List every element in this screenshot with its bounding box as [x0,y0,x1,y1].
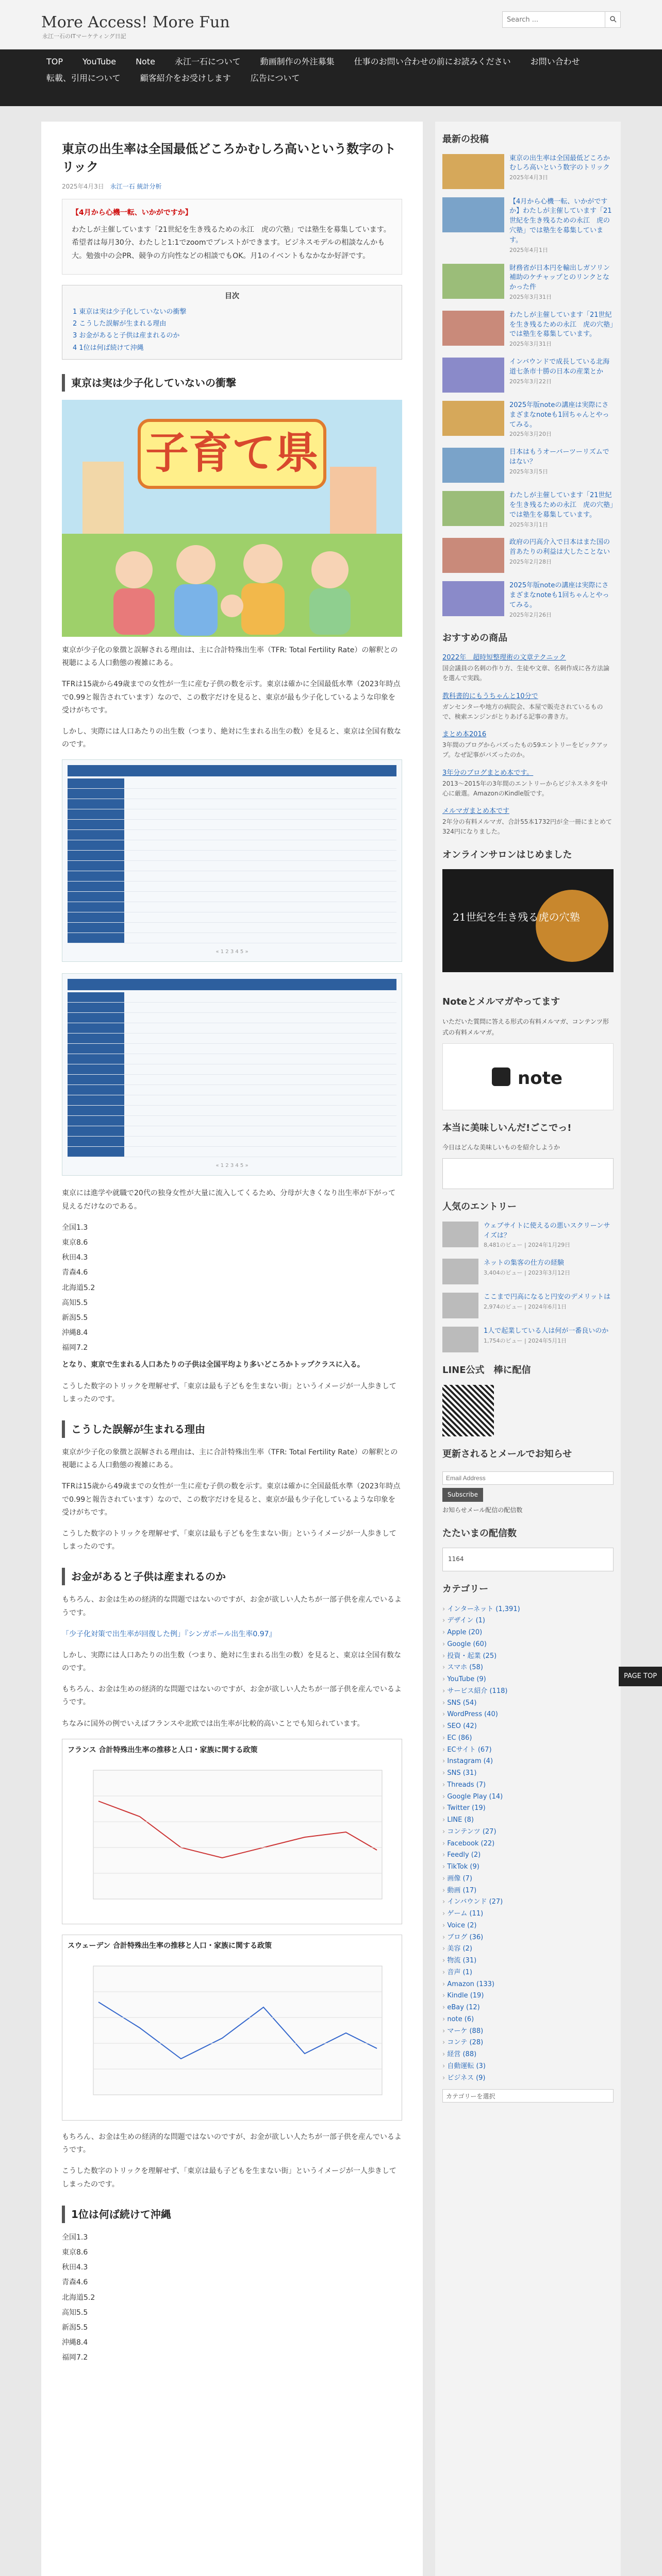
category-item[interactable]: › スマホ (58) [442,1662,614,1674]
post-category[interactable]: 統計分析 [137,182,162,190]
stat-item: 青森4.6 [62,2278,88,2287]
category-item[interactable]: › 物流 (31) [442,1955,614,1967]
table-row [68,809,396,820]
category-item[interactable]: › Instagram (4) [442,1756,614,1768]
paragraph-12: ちなみに国外の例でいえばフランスや北欧では出生率が比較的高いことでも知られています。 [62,1719,365,1728]
recommend-item [442,806,614,837]
popular-post-title[interactable]: ウェブサイトに使えるの悪いスクリーンサイズは？ [484,1222,610,1240]
paragraph-4: 東京には進学や就職で20代の独身女性が大量に流入してくるため、分母が大きくなり出生率が下がって見えるだけなのである。 [62,1189,396,1211]
sidebar-heading-popular: 人気のエントリー [442,1201,517,1213]
recent-post-thumbnail[interactable] [442,491,504,526]
recommend-item [442,691,614,722]
sweden-fertility-chart [68,1956,392,2110]
stat-item: 北海道5.2 [62,1283,95,1292]
category-item[interactable]: › WordPress (40) [442,1709,614,1721]
post-meta [62,181,402,192]
nav-item[interactable]: 仕事のお問い合わせの前にお読みください [354,57,511,66]
stat-item: 秋田4.3 [62,2263,88,2272]
paragraph-13: もちろん、お金は生めの経済的な問題ではないのですが、お金が欲しい人たちが一部子供を産んでいるようです。 [62,2133,402,2155]
category-item[interactable]: › Feedly (2) [442,1850,614,1861]
kosodate-illustration [62,400,402,637]
toc-item[interactable]: 4 1位は何ば続けて沖縄 [73,344,144,352]
post-date: 2025年4月3日 [62,182,104,190]
recent-post[interactable] [442,491,614,530]
recent-post-title[interactable]: わたしが主催しています「21世紀を生き残るための永江 虎の穴塾」では塾生を募集しています。 [509,311,614,338]
recent-post-title[interactable]: わたしが主催しています「21世紀を生き残るための永江 虎の穴塾」では塾生を募集しています。 [509,492,614,519]
stat-list-2 [62,2231,402,2365]
sidebar-heading-mail: 更新されるとメールでお知らせ [442,1448,572,1460]
nav-item[interactable]: 顧客紹介をお受けします [140,73,231,83]
recent-post[interactable] [442,581,614,620]
category-item[interactable]: › eBay (12) [442,2002,614,2014]
category-item[interactable]: › 動画 (17) [442,1885,614,1897]
search-input[interactable] [502,11,605,28]
sidebar-heading-line: LINE公式 棒に配信 [442,1365,531,1376]
popular-post-title[interactable]: ここまで円高になると円安のデメリットは [484,1293,610,1301]
sidebar-heading-salon: オンラインサロンはじめました [442,849,572,860]
recent-post-date: 2025年2月28日 [509,558,552,566]
table-row [68,861,396,871]
category-select[interactable]: カテゴリーを選択 [442,2089,614,2103]
recent-post-thumbnail[interactable] [442,448,504,483]
category-item[interactable]: › コンテ (28) [442,2037,614,2049]
recommend-title[interactable]: 2022年 超時短整理術の文章テクニック [442,654,566,662]
sidebar-heading-recent: 最新の投稿 [442,134,489,145]
search-icon [609,15,617,23]
table-of-contents [62,285,402,360]
recommend-text: 国会議員の名刺の作り方、生徒や文章、名刺作成に各方法論を選んで実践。 [442,665,610,682]
popular-post[interactable] [442,1222,614,1250]
figure-title-france: フランス 合計特殊出生率の推移と人口・家族に関する政策 [68,1745,258,1754]
paragraph-7: TFRは15歳から49歳までの女性が一生に産む子供の数を示す。東京は確かに全国最低水準（2023年時点で0.99と報告されています）なので、この数字だけを見ると、東京が最も少子化しているような印象を受けがちです。 [62,1482,401,1517]
category-item[interactable]: › 美容 (2) [442,1943,614,1955]
table-row [68,1013,396,1023]
recommend-text: 2013〜2015年の3年間のエントリーからビジネスネタを中心に厳選。AmazonのKindle版です。 [442,779,608,797]
table-row [68,778,396,789]
france-fertility-chart [68,1760,392,1914]
category-item[interactable]: › 音声 (1) [442,1967,614,1979]
table-row [68,1106,396,1116]
recent-post[interactable] [442,197,614,256]
table-row [68,1064,396,1075]
recommend-item [442,729,614,760]
recent-post-date: 2025年4月3日 [509,174,548,181]
category-item[interactable]: › ECサイト (67) [442,1744,614,1756]
stat-item: 福岡7.2 [62,2353,88,2362]
stat-item: 青森4.6 [62,1268,88,1277]
recent-post-date: 2025年3月5日 [509,468,548,475]
intro-text: わたしが主催しています「21世紀を生き残るための永江 虎の穴塾」では塾生を募集しています。希望者は毎月30分、わたしと1:1でzoomでブレストができます。ビジネスモデルの相談なんかも大。勉強中の会PR、競争の方向性などの相談でもOK。月1のイベントもなかなか好評です。 [72,226,391,260]
category-item[interactable]: › ゲーム (11) [442,1908,614,1920]
category-item[interactable]: › コンテンツ (27) [442,1826,614,1838]
nav-item[interactable]: 転載、引用について [46,73,121,83]
recent-post-thumbnail[interactable] [442,197,504,232]
nav-item[interactable]: Note [136,57,155,66]
category-item[interactable]: › ビジネス (9) [442,2073,614,2084]
stat-item: 沖縄8.4 [62,2338,88,2347]
section-heading-2: こうした誤解が生まれる理由 [62,1420,402,1438]
intro-box [62,199,402,275]
nav-item[interactable]: お問い合わせ [530,57,580,66]
recommend-item [442,652,614,683]
table-row [68,1075,396,1085]
paragraph-11: もちろん、お金は生めの経済的な問題ではないのですが、お金が欲しい人たちが一部子供を産んでいるようです。 [62,1685,402,1707]
category-item[interactable]: › Kindle (19) [442,1990,614,2002]
note-text: いただいた質問に答える形式の有料メルマガ、コンテンツ形式の有料メルマガ。 [442,1018,609,1036]
category-item[interactable]: › Twitter (19) [442,1803,614,1815]
category-item[interactable]: › Apple (20) [442,1627,614,1639]
popular-post-views: 1,754のビュー | 2024年5月1日 [484,1337,567,1344]
recent-post-thumbnail[interactable] [442,358,504,393]
table-row [68,799,396,809]
recent-post[interactable] [442,311,614,349]
table-row [68,1126,396,1137]
statistics-table-1 [62,759,402,962]
recent-post-title[interactable]: 2025年版noteの講座は実際にさまざまなnoteも1回ちゃんとやってみる。 [509,582,609,609]
recent-post-thumbnail[interactable] [442,401,504,436]
subscribers-note: お知らせメール配信の配信数 [442,1506,523,1514]
table-row [68,892,396,902]
popular-post-thumbnail[interactable] [442,1222,478,1247]
section-heading-3: お金があると子供は産まれるのか [62,1568,402,1585]
category-item[interactable]: › TikTok (9) [442,1861,614,1873]
sidebar-heading-recommend: おすすめの商品 [442,632,508,643]
stat-item: 全国1.3 [62,1223,88,1232]
table-row [68,1003,396,1013]
category-item[interactable]: › note (6) [442,2014,614,2026]
recent-post-thumbnail[interactable] [442,581,504,616]
category-item[interactable]: › サービス紹介 (118) [442,1686,614,1698]
stat-item: 秋田4.3 [62,1253,88,1262]
recent-post-date: 2025年3月31日 [509,341,552,348]
sidebar-heading-category: カテゴリー [442,1584,489,1595]
stat-item: 新潟5.5 [62,1313,88,1322]
site-title[interactable]: More Access! More Fun [41,13,230,31]
popular-post-views: 8,481のビュー | 2024年1月29日 [484,1242,571,1249]
recent-post[interactable] [442,264,614,302]
recent-post[interactable] [442,538,614,573]
category-item[interactable]: › Threads (7) [442,1780,614,1791]
recent-post[interactable] [442,154,614,189]
popular-post[interactable] [442,1293,614,1318]
stat-item: 東京8.6 [62,1238,88,1247]
table-row [68,820,396,830]
category-item[interactable]: › インバウンド (27) [442,1896,614,1908]
popular-post-thumbnail[interactable] [442,1259,478,1284]
stat-item: 福岡7.2 [62,1344,88,1352]
post-title: 東京の出生率は全国最低どころかむしろ高いという数字のトリック [62,142,396,174]
search-button[interactable] [605,11,621,28]
sidebar [435,122,621,2576]
stat-item: 東京8.6 [62,2248,88,2257]
category-item[interactable]: › LINE (8) [442,1815,614,1826]
category-item[interactable]: › デザイン (1) [442,1615,614,1627]
sidebar-heading-tasty: 本当に美味しいんだ!ごこでっ! [442,1122,572,1133]
nav-item[interactable]: TOP [46,57,63,66]
category-item[interactable]: › SNS (54) [442,1698,614,1709]
table-row [68,1023,396,1033]
stat-item: 沖縄8.4 [62,1329,88,1337]
recent-post-title[interactable]: 日本はもうオーバーツーリズムではない？ [509,448,609,466]
paragraph-5: こうした数字のトリックを理解せず、「東京は最も子どもを生まない街」というイメージが一人歩きしてしまったのです。 [62,1382,396,1403]
stat-item: 北海道5.2 [62,2293,95,2302]
table-row [68,912,396,923]
line-qr-code[interactable] [442,1385,494,1436]
table-row [68,1147,396,1157]
recommend-title[interactable]: まとめ本2016 [442,731,487,739]
site-header [0,0,662,49]
nav-item[interactable]: YouTube [82,57,117,66]
category-item[interactable]: › 投資・起業 (25) [442,1651,614,1663]
table-pager-2[interactable]: « 1 2 3 4 5 » [216,1163,249,1169]
site-description: 永江一石のITマーケティング日記 [42,33,126,40]
paragraph-9: もちろん、お金は生めの経済的な問題ではないのですが、お金が欲しい人たちが一部子供を産んでいるようです。 [62,1596,402,1617]
sidebar-heading-note: Noteとメルマガやってます [442,996,560,1007]
table-row [68,992,396,1003]
table-row [68,840,396,851]
intro-heading: 【4月から心機一転、いかがですか】 [72,208,192,217]
toc-item[interactable]: 3 お金があると子供は産まれるのか [73,332,180,340]
france-fertility-figure [62,1739,402,1925]
toc-title: 目次 [225,292,239,300]
paragraph-2: TFRは15歳から49歳までの女性が一生に産む子供の数を示す。東京は確かに全国最低水準（2023年時点で0.99と報告されています）なので、この数字だけを見ると、東京が最も少子化しているような印象を受けがちです。 [62,680,401,715]
popular-post-title[interactable]: ネットの集客の仕方の経験 [484,1259,565,1267]
recent-post-title[interactable]: インバウンドで成長している北海道七条市十勝の日本の産業とか [509,358,610,376]
section-heading-4: 1位は何ば続けて沖縄 [62,2206,402,2223]
subscribe-button[interactable]: Subscribe [442,1488,483,1501]
toc-item[interactable]: 1 東京は実は少子化していないの衝撃 [73,308,187,316]
paragraph-6: 東京が少子化の象徴と誤解される理由は、主に合計特殊出生率（TFR: Total Fertility Rate）の解釈との視聴による人口動態の複雑にある。 [62,1448,398,1470]
paragraph-8: こうした数字のトリックを理解せず、「東京は最も子どもを生まない街」というイメージが一人歩きしてしまったのです。 [62,1529,396,1551]
stat-item: 高知5.5 [62,1298,88,1307]
table-row [68,933,396,943]
recent-post-thumbnail[interactable] [442,538,504,573]
salon-banner-text: 21世紀を生き残る虎の穴塾 [453,911,580,924]
email-field[interactable] [442,1471,614,1485]
category-item[interactable]: › Facebook (22) [442,1838,614,1850]
recommend-item [442,768,614,799]
recent-post-thumbnail[interactable] [442,154,504,189]
popular-post[interactable] [442,1259,614,1284]
post-author[interactable]: 永江一石 [110,182,135,190]
tasty-text: 今日はどんな美味しいものを紹介しようか [442,1144,560,1151]
category-item[interactable]: › インターネット (1,391) [442,1604,614,1616]
figure-title-sweden: スウェーデン 合計特殊出生率の推移と人口・家族に関する政策 [68,1942,272,1951]
nav-item[interactable]: 広告について [250,73,300,83]
popular-post-thumbnail[interactable] [442,1327,478,1352]
popular-post-views: 2,974のビュー | 2024年6月1日 [484,1303,567,1310]
stat-list [62,1222,402,1355]
related-link[interactable]: 「少子化対策で出生率が回復した例」『シンガポール出生率0.97』 [62,1630,276,1638]
salon-banner[interactable] [442,869,614,972]
recent-post-title[interactable]: 東京の出生率は全国最低どころかむしろ高いという数字のトリック [509,154,610,172]
category-item[interactable]: › 経営 (88) [442,2049,614,2061]
category-item[interactable]: › Voice (2) [442,1920,614,1932]
recent-post-title[interactable]: 【4月から心機一転、いかがですか】わたしが主催しています「21世紀を生き残るための永江 虎の穴塾」では塾生を募集しています。 [509,197,612,244]
table-row [68,923,396,933]
recent-post-date: 2025年3月31日 [509,294,552,301]
table-row [68,789,396,799]
recent-post[interactable] [442,448,614,483]
table-row [68,1085,396,1095]
recent-post[interactable] [442,358,614,393]
category-item[interactable]: › YouTube (9) [442,1674,614,1686]
sidebar-heading-count: たたいまの配信数 [442,1528,517,1539]
recommend-title[interactable]: メルマガまとめ本です [442,807,510,816]
recent-post-title[interactable]: 政府の円高介入で日本はまた国の首あたりの利益は大したことない [509,538,610,556]
category-item[interactable]: › EC (86) [442,1733,614,1744]
recommend-title[interactable]: 教科書的にもうちゃんと10分で [442,692,538,700]
nav-item[interactable]: 動画制作の外注募集 [260,57,335,66]
category-item[interactable]: › SEO (42) [442,1721,614,1733]
paragraph-3: しかし、実際には人口あたりの出生数（つまり、絶対に生まれる出生の数）を見ると、東京は全国有数なのです。 [62,727,401,749]
paragraph-14: こうした数字のトリックを理解せず、「東京は最も子どもを生まない街」というイメージが一人歩きしてしまったのです。 [62,2167,396,2189]
nav-item[interactable]: 永江一石について [174,57,241,66]
table-row [68,1137,396,1147]
recent-post-date: 2025年3月20日 [509,431,552,438]
tasty-banner[interactable] [442,1158,614,1189]
recent-post-thumbnail[interactable] [442,311,504,346]
paragraph-10: しかし、実際には人口あたりの出生数（つまり、絶対に生まれる出生の数）を見ると、東京は全国有数なのです。 [62,1651,401,1673]
table-row [68,1044,396,1054]
recent-post-thumbnail[interactable] [442,264,504,299]
recommend-text: 3年間のブログからバズったもの59エントリーをピックアップ。なぜ記事がバズったのか。 [442,741,608,759]
table-row [68,1095,396,1106]
recommend-text: 2年分の有料メルマガ、合計55本1732円が全一冊にまとめて324円になりました。 [442,818,612,836]
popular-post-views: 3,404のビュー | 2023年3月12日 [484,1269,571,1276]
table-row [68,871,396,882]
category-item[interactable]: › 画像 (7) [442,1873,614,1885]
category-item[interactable]: › ブログ (36) [442,1932,614,1944]
table-pager-1[interactable]: « 1 2 3 4 5 » [216,949,249,955]
subscriber-count: 1164 [448,1555,464,1563]
stat-item: 全国1.3 [62,2233,88,2242]
svg-text:note: note [518,1067,562,1089]
category-item[interactable]: › SNS (31) [442,1768,614,1780]
main-content [41,122,423,2576]
category-item[interactable]: › Google Play (14) [442,1791,614,1803]
table-row [68,1116,396,1126]
recent-post-date: 2025年3月22日 [509,378,552,385]
category-item[interactable]: › Google (60) [442,1639,614,1651]
category-item[interactable]: › Amazon (133) [442,1979,614,1991]
table-row [68,902,396,912]
recent-post-title[interactable]: 財務省が日本円を輸出しガソリン補助のケチャップとのリンクとなかった件 [509,264,610,292]
statistics-table-2 [62,973,402,1176]
paragraph-1: 東京が少子化の象徴と誤解される理由は、主に合計特殊出生率（TFR: Total Fertility Rate）の解釈との視聴による人口動態の複雑にある。 [62,646,398,668]
sweden-fertility-figure [62,1935,402,2121]
stat-note: となり、東京で生まれる人口あたりの子供は全国平均より多いどころかトップクラスに入る。 [62,1361,365,1369]
recent-post[interactable] [442,401,614,439]
stat-item: 高知5.5 [62,2308,88,2317]
illustration-title: 子育て県 [145,428,319,479]
table-row [68,1033,396,1044]
table-row [68,882,396,892]
recommend-text: ガンセンターや地方の病院会、本屋で販売されているもので、検索エンジンがとりあげる記事の書き方。 [442,703,603,720]
global-nav [0,49,662,106]
recent-post-date: 2025年4月1日 [509,246,548,253]
category-item[interactable]: › マーケ (88) [442,2026,614,2038]
popular-post-title[interactable]: 1人で起業している人は何が一番良いのか [484,1327,609,1335]
recommend-title[interactable]: 3年分のブログまとめ本です。 [442,769,534,777]
page-top-button[interactable]: PAGE TOP [619,1667,662,1686]
table-row [68,830,396,840]
search-box [502,11,621,28]
toc-item[interactable]: 2 こうした誤解が生まれる理由 [73,319,167,328]
category-item[interactable]: › 自動運転 (3) [442,2061,614,2073]
note-logo[interactable] [442,1043,614,1110]
recent-post-title[interactable]: 2025年版noteの講座は実際にさまざまなnoteも1回ちゃんとやってみる。 [509,401,609,429]
popular-post[interactable] [442,1327,614,1352]
recent-post-date: 2025年3月1日 [509,521,548,528]
table-row [68,851,396,861]
popular-post-thumbnail[interactable] [442,1293,478,1318]
stat-item: 新潟5.5 [62,2323,88,2332]
table-row [68,1054,396,1064]
section-heading-1: 東京は実は少子化していないの衝撃 [62,374,402,392]
recent-post-date: 2025年2月26日 [509,611,552,618]
